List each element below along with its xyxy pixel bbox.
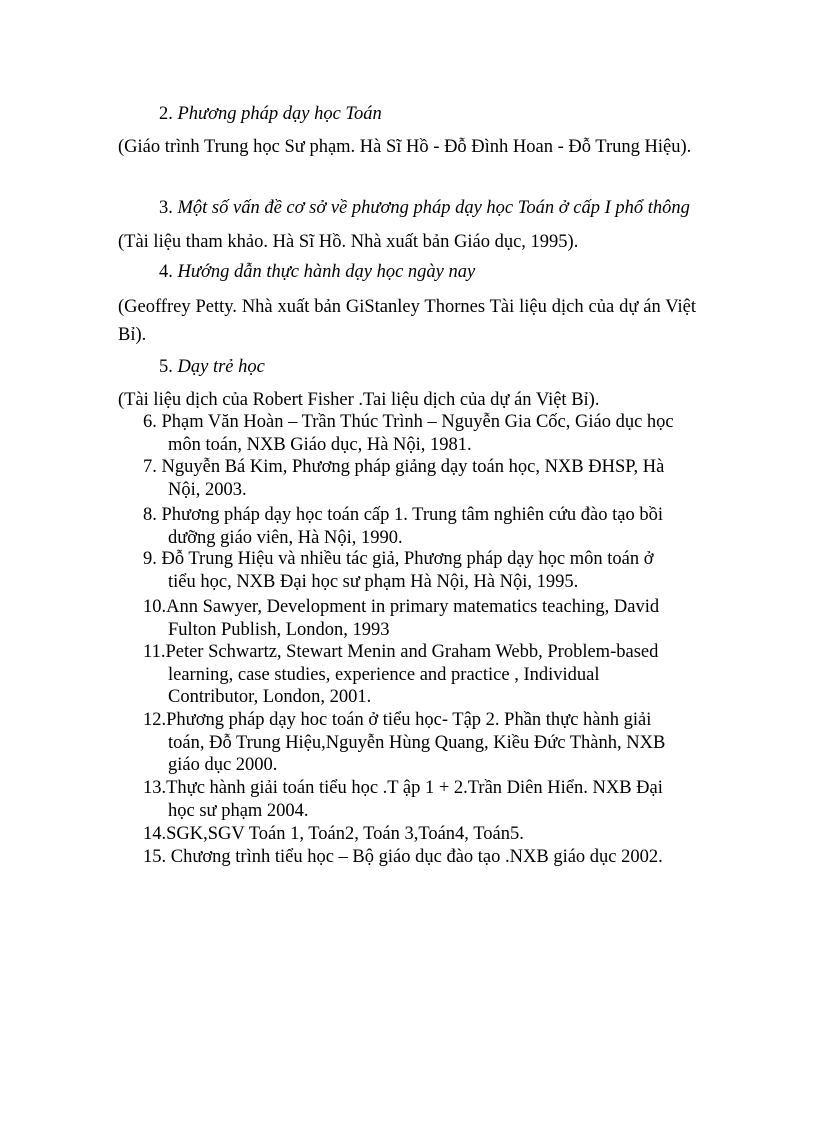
reference-list-item <box>143 411 703 456</box>
list-text: Phương pháp dạy học toán cấp 1. Trung tâm nghiên cứu đào tạo bồi <box>161 505 664 525</box>
list-text-continuation: toán, Đỗ Trung Hiệu,Nguyễn Hùng Quang, Kiều Đức Thành, NXB <box>168 732 666 753</box>
list-text-continuation: learning, case studies, experience and practice , Individual <box>168 664 600 685</box>
list-number: 11. <box>143 642 166 662</box>
list-text: SGK,SGV Toán 1, Toán2, Toán 3,Toán4, Toán5. <box>166 824 524 844</box>
reference-heading <box>159 356 719 378</box>
reference-description: (Geoffrey Petty. Nhà xuất bản GiStanley Thornes Tài liệu dịch của dự án Việt Bỉ). <box>118 297 696 345</box>
list-text-continuation: giáo dục 2000. <box>168 755 278 775</box>
reference-list-item <box>143 596 703 641</box>
reference-title: Hướng dẫn thực hành dạy học ngày nay <box>177 262 476 282</box>
reference-list-item <box>143 709 703 777</box>
reference-number: 5. <box>159 357 178 377</box>
list-text-continuation: Contributor, London, 2001. <box>168 687 372 707</box>
list-text: Phạm Văn Hoàn – Trần Thúc Trình – Nguyễn Gia Cốc, Giáo dục học <box>161 412 674 432</box>
reference-description: (Tài liệu dịch của Robert Fisher .Tai liệu dịch của dự án Việt Bỉ). <box>118 390 600 410</box>
list-text: Nguyễn Bá Kim, Phương pháp giảng dạy toán học, NXB ĐHSP, Hà <box>161 457 665 477</box>
reference-list-item <box>143 823 703 846</box>
reference-list-item <box>143 548 703 593</box>
reference-list-item <box>143 641 703 709</box>
reference-heading <box>159 103 719 125</box>
reference-description: (Tài liệu tham khảo. Hà Sĩ Hồ. Nhà xuất bản Giáo dục, 1995). <box>118 232 579 252</box>
list-text: Ann Sawyer, Development in primary matematics teaching, David <box>166 597 660 617</box>
list-text: Peter Schwartz, Stewart Menin and Graham Webb, Problem-based <box>165 642 659 662</box>
list-number: 12. <box>143 710 167 730</box>
list-text-continuation: môn toán, NXB Giáo dục, Hà Nội, 1981. <box>168 434 472 455</box>
reference-list-item <box>143 456 703 501</box>
reference-number: 4. <box>159 262 178 282</box>
list-text: Thực hành giải toán tiểu học .T ập 1 + 2.Trần Diên Hiển. NXB Đại <box>166 778 663 798</box>
list-number: 14. <box>143 824 167 844</box>
list-text: Chương trình tiểu học – Bộ giáo dục đào tạo .NXB giáo dục 2002. <box>166 847 663 867</box>
list-text: Đỗ Trung Hiệu và nhiều tác giả, Phương pháp dạy học môn toán ở <box>161 549 654 569</box>
list-text: Phương pháp dạy hoc toán ở tiểu học- Tập 2. Phần thực hành giải <box>166 710 652 730</box>
list-number: 6. <box>143 412 157 432</box>
reference-title: Phương pháp dạy học Toán <box>177 104 382 124</box>
list-number: 9. <box>143 549 157 569</box>
list-text-continuation: Fulton Publish, London, 1993 <box>168 619 390 640</box>
list-text-continuation: tiểu học, NXB Đại học sư phạm Hà Nội, Hà Nội, 1995. <box>168 571 579 592</box>
list-number: 10. <box>143 597 167 617</box>
reference-description: (Giáo trình Trung học Sư phạm. Hà Sĩ Hồ - Đỗ Đình Hoan - Đỗ Trung Hiệu). <box>118 137 692 157</box>
reference-list-item <box>143 777 703 822</box>
reference-heading <box>159 197 719 219</box>
list-text-continuation: dưỡng giáo viên, Hà Nội, 1990. <box>168 527 403 548</box>
list-number: 8. <box>143 505 157 525</box>
list-text-continuation: Nội, 2003. <box>168 479 247 500</box>
reference-title: Dạy trẻ học <box>177 357 265 377</box>
list-number: 13. <box>143 778 167 798</box>
reference-heading <box>159 261 719 283</box>
list-number: 15. <box>143 847 167 867</box>
list-text-continuation: học sư phạm 2004. <box>168 800 309 821</box>
reference-title: Một số vấn đề cơ sở về phương pháp dạy học Toán ở cấp I phổ thông <box>177 198 690 218</box>
list-number: 7. <box>143 457 157 477</box>
reference-number: 2. <box>159 104 178 124</box>
reference-number: 3. <box>159 198 178 218</box>
reference-list-item <box>143 504 703 549</box>
reference-list-item <box>143 846 703 869</box>
